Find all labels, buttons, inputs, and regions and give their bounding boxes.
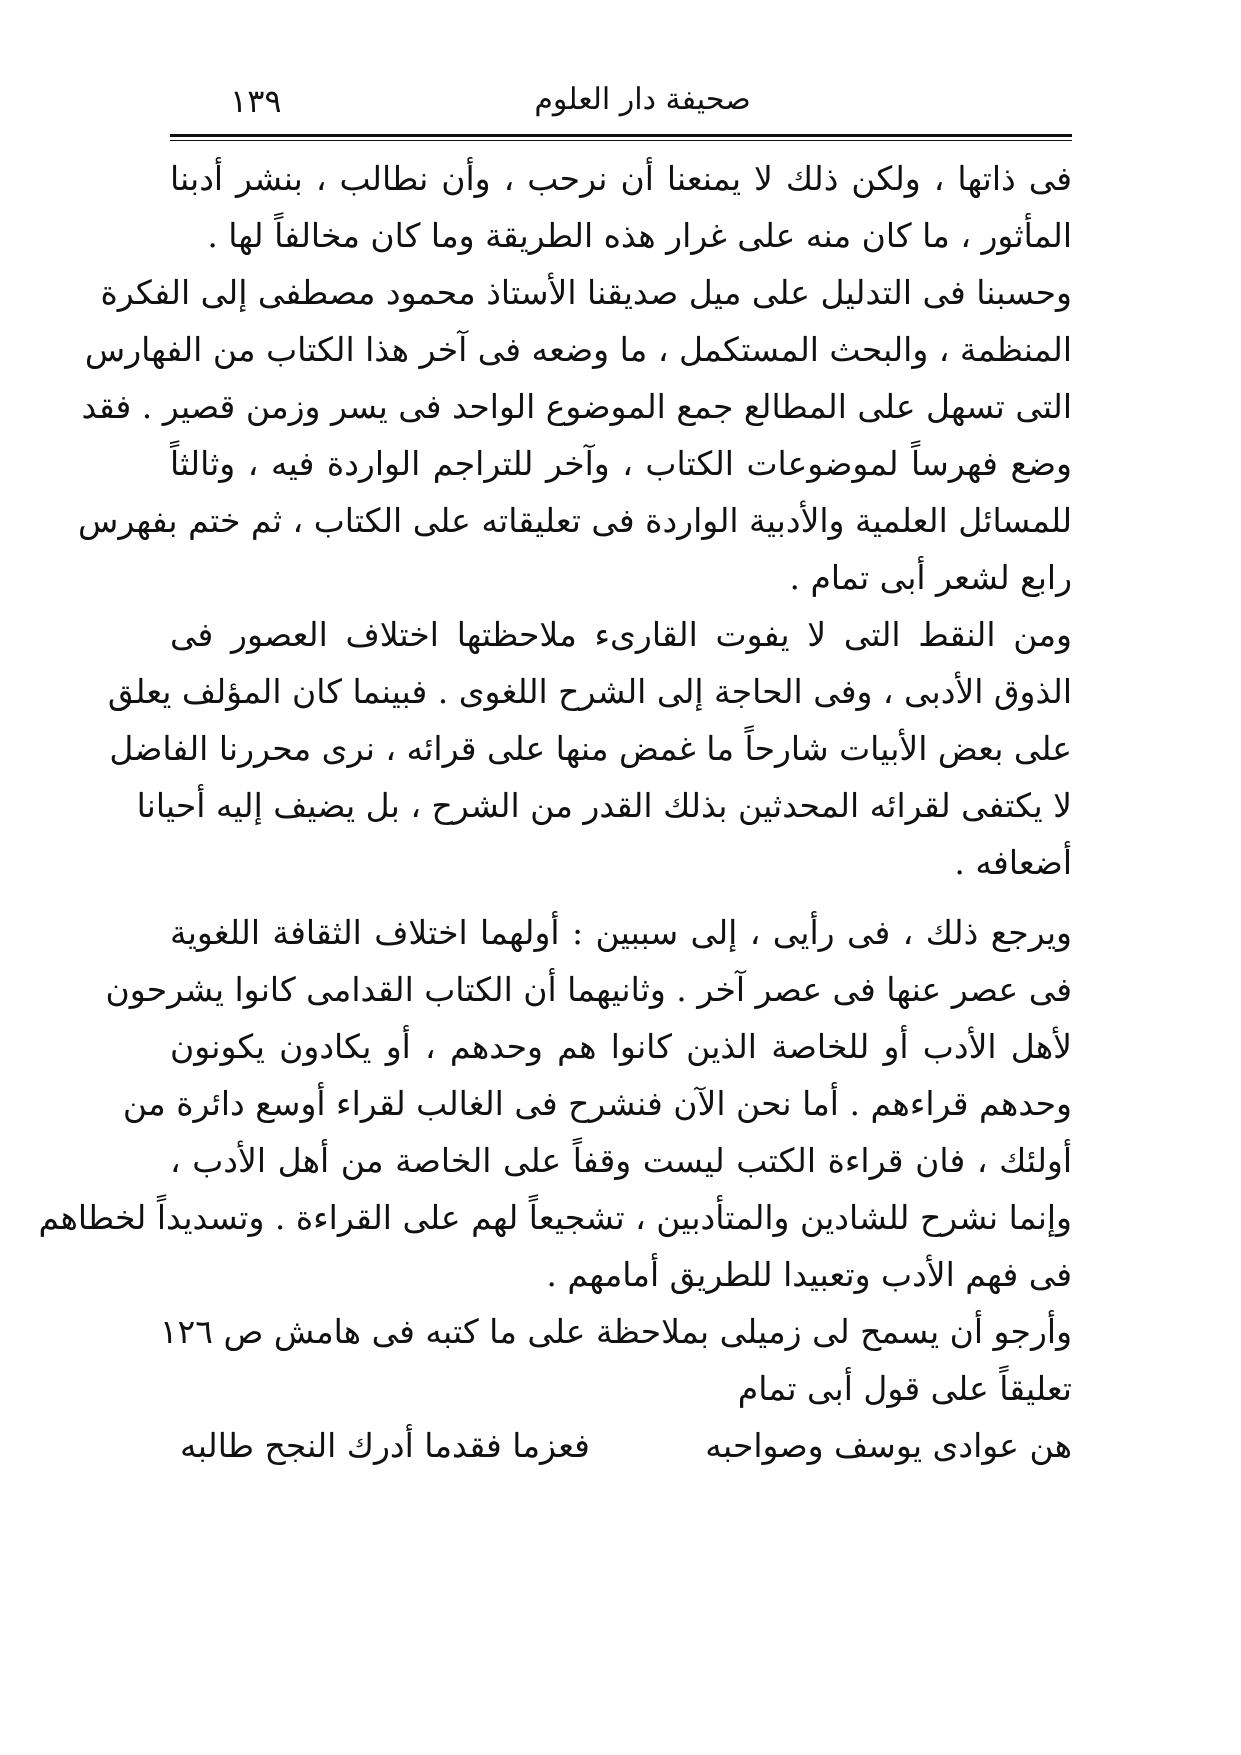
text-line: الذوق الأدبى ، وفى الحاجة إلى الشرح اللغوى . فبينما كان المؤلف يعلق (107, 672, 1072, 711)
page-header (215, 82, 1070, 132)
header-rule-thin (170, 140, 1072, 141)
verse-hemistich-2: فعزما فقدما أدرك النجح طالبه (180, 1426, 590, 1465)
text-line: فى عصر عنها فى عصر آخر . وثانيهما أن الكتاب القدامى كانوا يشرحون (105, 970, 1072, 1009)
text-line: لأهل الأدب أو للخاصة الذين كانوا هم وحدهم ، أو يكادون يكونون (170, 1027, 1072, 1066)
text-line: وحسبنا فى التدليل على ميل صديقنا الأستاذ محمود مصطفى إلى الفكرة (100, 273, 1072, 312)
text-line: أولئك ، فان قراءة الكتب ليست وقفاً على الخاصة من أهل الأدب ، (170, 1141, 1072, 1180)
text-line: ومن النقط التى لا يفوت القارىء ملاحظتها اختلاف العصور فى (170, 615, 1072, 654)
text-line: ويرجع ذلك ، فى رأيى ، إلى سببين : أولهما اختلاف الثقافة اللغوية (170, 913, 1072, 952)
text-line: المأثور ، ما كان منه على غرار هذه الطريقة وما كان مخالفاً لها . (207, 216, 1072, 255)
text-line: وحدهم قراءهم . أما نحن الآن فنشرح فى الغالب لقراء أوسع دائرة من (122, 1084, 1072, 1123)
text-line: وإنما نشرح للشادين والمتأدبين ، تشجيعاً لهم على القراءة . وتسديداً لخطاهم (38, 1198, 1072, 1237)
page-number: ١٣٩ (230, 82, 282, 120)
text-line: لا يكتفى لقرائه المحدثين بذلك القدر من الشرح ، بل يضيف إليه أحيانا (136, 786, 1072, 825)
text-line: رابع لشعر أبى تمام . (789, 558, 1072, 597)
text-line: وضع فهرساً لموضوعات الكتاب ، وآخر للتراجم الواردة فيه ، وثالثاً (170, 444, 1072, 483)
header-rule (170, 134, 1072, 137)
text-line: وأرجو أن يسمح لى زميلى بملاحظة على ما كتبه فى هامش ص ١٢٦ (159, 1312, 1072, 1351)
journal-title: صحيفة دار العلوم (534, 82, 751, 117)
poetry-verse (170, 1417, 1072, 1474)
text-line: فى فهم الأدب وتعبيدا للطريق أمامهم . (546, 1255, 1072, 1294)
text-line: أضعافه . (954, 843, 1072, 882)
text-line: المنظمة ، والبحث المستكمل ، ما وضعه فى آخر هذا الكتاب من الفهارس (84, 330, 1072, 369)
text-line: على بعض الأبيات شارحاً ما غمض منها على قرائه ، نرى محررنا الفاضل (109, 729, 1072, 768)
text-line: فى ذاتها ، ولكن ذلك لا يمنعنا أن نرحب ، وأن نطالب ، بنشر أدبنا (170, 159, 1072, 198)
text-line: تعليقاً على قول أبى تمام (737, 1369, 1072, 1408)
verse-hemistich-1: هن عوادى يوسف وصواحبه (705, 1426, 1072, 1465)
text-line: التى تسهل على المطالع جمع الموضوع الواحد فى يسر وزمن قصير . فقد (81, 387, 1072, 426)
body-text (38, 150, 1072, 1474)
text-line: للمسائل العلمية والأدبية الواردة فى تعليقاته على الكتاب ، ثم ختم بفهرس (78, 501, 1072, 540)
paragraph-gap (170, 891, 1072, 904)
